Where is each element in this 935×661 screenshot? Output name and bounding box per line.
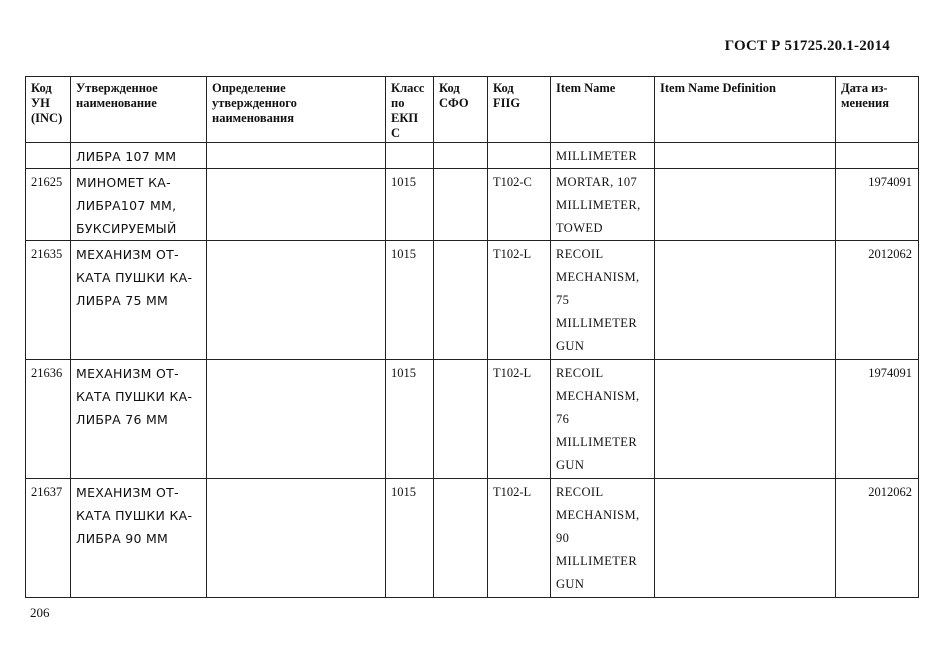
cell-item-name-line: MILLIMETER, <box>556 198 641 212</box>
cell-item-name-line: GUN <box>556 577 585 591</box>
cell-definition <box>207 360 386 479</box>
cell-approved-name <box>71 169 207 241</box>
cell-approved-name-line: БУКСИРУЕМЫЙ <box>76 221 177 236</box>
cell-fiig: T102-L <box>488 479 551 598</box>
cell-sfo <box>434 479 488 598</box>
item-names-table <box>25 76 919 598</box>
cell-item-name-line: GUN <box>556 458 585 472</box>
cell-approved-name <box>71 241 207 360</box>
cell-item-name <box>551 479 655 598</box>
cell-item-name-line: TOWED <box>556 221 603 235</box>
table-row <box>26 360 919 479</box>
cell-item-name <box>551 169 655 241</box>
table-row-continuation <box>26 143 919 169</box>
cell-date: 2012062 <box>836 479 919 598</box>
cell-fiig: T102-L <box>488 241 551 360</box>
table-row <box>26 241 919 360</box>
page-number: 206 <box>30 605 50 620</box>
cell-definition <box>207 479 386 598</box>
header-sfo-code: Код СФО <box>434 77 488 143</box>
cell-sfo <box>434 241 488 360</box>
cell-item-name-line: MECHANISM, <box>556 508 640 522</box>
header-approved-name-definition: Определение утвержденного наименования <box>207 77 386 143</box>
cell-class: 1015 <box>386 360 434 479</box>
cell-approved-name-line: ЛИБРА 90 ММ <box>76 531 169 546</box>
cell-approved-name <box>71 360 207 479</box>
cell-approved-name-line: МЕХАНИЗМ ОТ- <box>76 366 179 381</box>
cell-item-name-line: RECOIL <box>556 247 604 261</box>
cell-item-name: MILLIMETER <box>551 143 655 169</box>
cell-item-name-line: MECHANISM, <box>556 270 640 284</box>
header-change-date: Дата из- менения <box>836 77 919 143</box>
cell-item-name-line: MORTAR, 107 <box>556 175 638 189</box>
cell-fiig: T102-L <box>488 360 551 479</box>
cell-item-name-line: 75 <box>556 293 570 307</box>
cell-item-name <box>551 360 655 479</box>
cell-date: 2012062 <box>836 241 919 360</box>
cell-class: 1015 <box>386 241 434 360</box>
cell-fiig <box>488 143 551 169</box>
header-item-name: Item Name <box>551 77 655 143</box>
cell-item-definition <box>655 479 836 598</box>
cell-definition <box>207 241 386 360</box>
cell-sfo <box>434 143 488 169</box>
cell-definition <box>207 143 386 169</box>
cell-approved-name <box>71 479 207 598</box>
cell-approved-name-line: ЛИБРА 75 ММ <box>76 293 169 308</box>
table-header-row <box>26 77 919 143</box>
header-ekps-class: Класс по ЕКП С <box>386 77 434 143</box>
cell-item-name-line: RECOIL <box>556 366 604 380</box>
header-item-name-definition: Item Name Definition <box>655 77 836 143</box>
cell-sfo <box>434 360 488 479</box>
cell-inc: 21637 <box>26 479 71 598</box>
cell-inc: 21625 <box>26 169 71 241</box>
cell-fiig: T102-C <box>488 169 551 241</box>
cell-definition <box>207 169 386 241</box>
cell-item-definition <box>655 241 836 360</box>
cell-approved-name-line: ЛИБРА107 ММ, <box>76 198 177 213</box>
cell-item-definition <box>655 143 836 169</box>
cell-item-definition <box>655 360 836 479</box>
cell-date <box>836 143 919 169</box>
cell-approved-name-line: КАТА ПУШКИ КА- <box>76 270 193 285</box>
cell-sfo <box>434 169 488 241</box>
header-inc: Код УН (INC) <box>26 77 71 143</box>
cell-approved-name-line: ЛИБРА 76 ММ <box>76 412 169 427</box>
cell-date: 1974091 <box>836 169 919 241</box>
cell-item-name-line: MILLIMETER <box>556 435 638 449</box>
cell-approved-name-line: МИНОМЕТ КА- <box>76 175 171 190</box>
cell-approved-name-line: КАТА ПУШКИ КА- <box>76 389 193 404</box>
cell-item-name-line: MECHANISM, <box>556 389 640 403</box>
table-row <box>26 479 919 598</box>
cell-item-name <box>551 241 655 360</box>
document-standard-header: ГОСТ Р 51725.20.1-2014 <box>724 38 890 54</box>
cell-approved-name-line: МЕХАНИЗМ ОТ- <box>76 247 179 262</box>
table-row <box>26 169 919 241</box>
cell-item-name-line: 76 <box>556 412 570 426</box>
cell-item-name-line: MILLIMETER <box>556 316 638 330</box>
cell-item-name-line: GUN <box>556 339 585 353</box>
cell-class: 1015 <box>386 479 434 598</box>
cell-inc: 21636 <box>26 360 71 479</box>
cell-inc <box>26 143 71 169</box>
cell-approved-name-line: МЕХАНИЗМ ОТ- <box>76 485 179 500</box>
header-approved-name: Утвержденное наименование <box>71 77 207 143</box>
cell-class: 1015 <box>386 169 434 241</box>
cell-approved-name-line: КАТА ПУШКИ КА- <box>76 508 193 523</box>
cell-item-name-line: 90 <box>556 531 570 545</box>
cell-class <box>386 143 434 169</box>
cell-inc: 21635 <box>26 241 71 360</box>
header-fiig-code: Код FIIG <box>488 77 551 143</box>
cell-approved-name: ЛИБРА 107 ММ <box>71 143 207 169</box>
cell-date: 1974091 <box>836 360 919 479</box>
cell-item-name-line: RECOIL <box>556 485 604 499</box>
cell-item-name-line: MILLIMETER <box>556 554 638 568</box>
cell-item-definition <box>655 169 836 241</box>
